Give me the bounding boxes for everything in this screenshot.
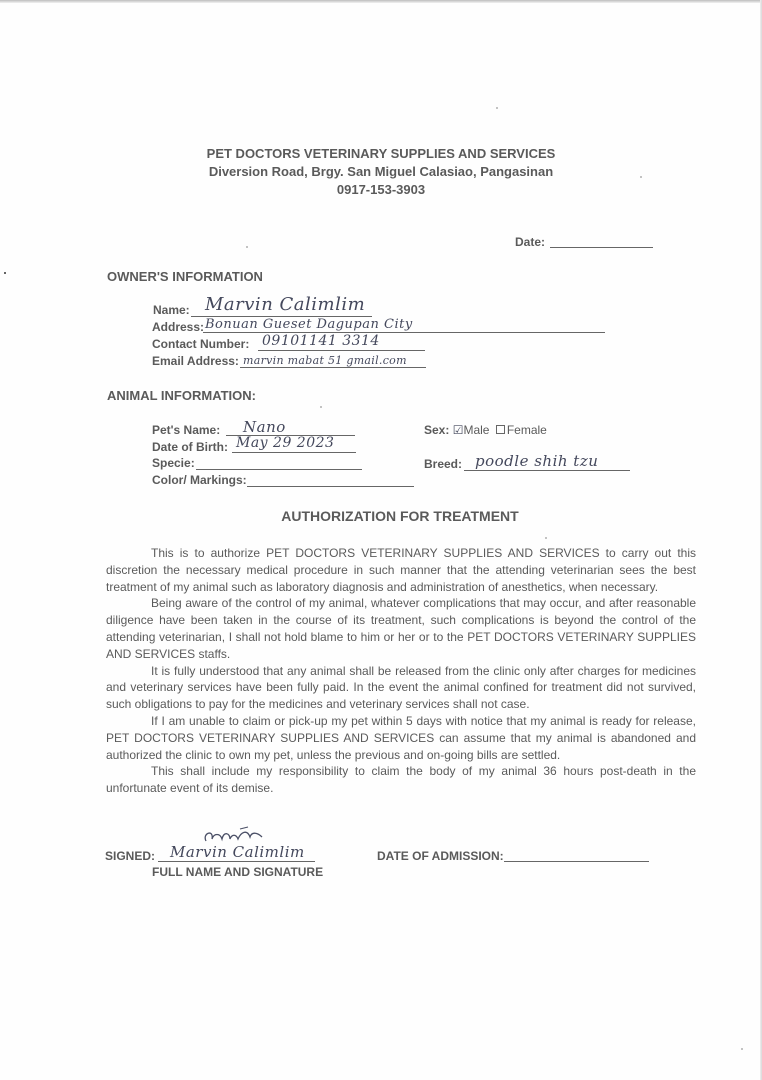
pet-name-label: Pet's Name: — [152, 423, 221, 437]
owner-email-value: marvin mabat 51 gmail.com — [243, 354, 407, 367]
scan-speck — [320, 406, 322, 408]
date-label: Date: — [515, 235, 546, 249]
authorization-body — [106, 545, 696, 797]
sex-female-option: Female — [506, 423, 547, 437]
scan-edge — [0, 0, 762, 3]
scan-speck — [246, 246, 248, 248]
breed-label: Breed: — [424, 457, 463, 471]
owner-section-title: OWNER'S INFORMATION — [107, 269, 263, 284]
authorization-paragraph: Being aware of the control of my animal, whatever complications that may occur, and after reasonable diligence have been taken in the course of its treatment, such complications is beyond the control of the attending veterinarian, I shall not hold blame to him or her or to the PET DOCTORS VETERINARY SUPPLIES AND SERVICES staffs. — [106, 596, 696, 661]
business-name: PET DOCTORS VETERINARY SUPPLIES AND SERVICES — [206, 146, 556, 161]
male-checked-icon[interactable]: ☑ — [452, 423, 464, 437]
scan-speck — [640, 176, 642, 178]
owner-name-value: Marvin Calimlim — [205, 294, 366, 315]
admission-date-field[interactable] — [504, 861, 649, 862]
owner-contact-value: 09101141 3314 — [262, 333, 380, 349]
animal-section-title: ANIMAL INFORMATION: — [107, 388, 256, 403]
owner-email-label: Email Address: — [152, 354, 239, 368]
signed-name-value: Marvin Calimlim — [170, 843, 305, 861]
authorization-paragraph: It is fully understood that any animal shall be released from the clinic only after charges for medicines and veterinary services have been fully paid. In the event the animal confined for treatment did not survived, such obligations to pay for the medicines and veterinary services shall not case. — [106, 663, 696, 712]
scan-speck — [4, 272, 6, 274]
authorization-paragraph: This shall include my responsibility to claim the body of my animal 36 hours post-death in the unfortunate event of its demise. — [106, 764, 696, 796]
owner-address-value: Bonuan Gueset Dagupan City — [205, 317, 413, 332]
breed-value: poodle shih tzu — [475, 452, 599, 470]
dob-value: May 29 2023 — [236, 435, 335, 451]
signature-caption: FULL NAME AND SIGNATURE — [152, 865, 324, 879]
color-markings-field[interactable] — [247, 486, 414, 487]
scan-speck — [741, 1048, 743, 1050]
pet-name-value: Nano — [243, 418, 286, 436]
authorization-title: AUTHORIZATION FOR TREATMENT — [281, 508, 519, 524]
admission-date-label: DATE OF ADMISSION: — [377, 849, 504, 863]
dob-field[interactable] — [232, 452, 356, 453]
sex-label: Sex: — [424, 423, 450, 437]
sex-field — [424, 423, 547, 437]
signed-label: SIGNED: — [105, 849, 156, 863]
specie-field[interactable] — [196, 469, 362, 470]
scan-speck — [545, 537, 547, 539]
owner-email-field[interactable] — [240, 367, 426, 368]
signature-field[interactable] — [158, 861, 315, 862]
owner-address-label: Address: — [152, 320, 205, 334]
female-checkbox[interactable] — [496, 425, 505, 434]
dob-label: Date of Birth: — [152, 440, 228, 454]
date-field[interactable] — [550, 247, 653, 248]
breed-field[interactable] — [464, 470, 630, 471]
business-address: Diversion Road, Brgy. San Miguel Calasiao, Pangasinan — [208, 164, 554, 179]
owner-name-label: Name: — [153, 303, 190, 317]
color-markings-label: Color/ Markings: — [152, 473, 247, 487]
business-phone: 0917-153-3903 — [336, 182, 426, 197]
owner-contact-label: Contact Number: — [152, 337, 250, 351]
owner-contact-field[interactable] — [258, 350, 425, 351]
authorization-paragraph: If I am unable to claim or pick-up my pet within 5 days with notice that my animal is ready for release, PET DOCTORS VETERINARY SUPPLIES AND SERVICES can assume that my animal is abandoned and authorized the clinic to own my pet, unless the previous and on-going bills are settled. — [106, 713, 696, 762]
scan-speck — [496, 107, 498, 109]
authorization-paragraph: This is to authorize PET DOCTORS VETERINARY SUPPLIES AND SERVICES to carry out this discretion the necessary medical procedure in such manner that the attending veterinarian sees the best treatment of my animal such as laboratory diagnosis and administration of anesthetics, when necessary. — [106, 546, 696, 594]
sex-male-option: Male — [463, 423, 490, 437]
specie-label: Specie: — [152, 456, 195, 470]
